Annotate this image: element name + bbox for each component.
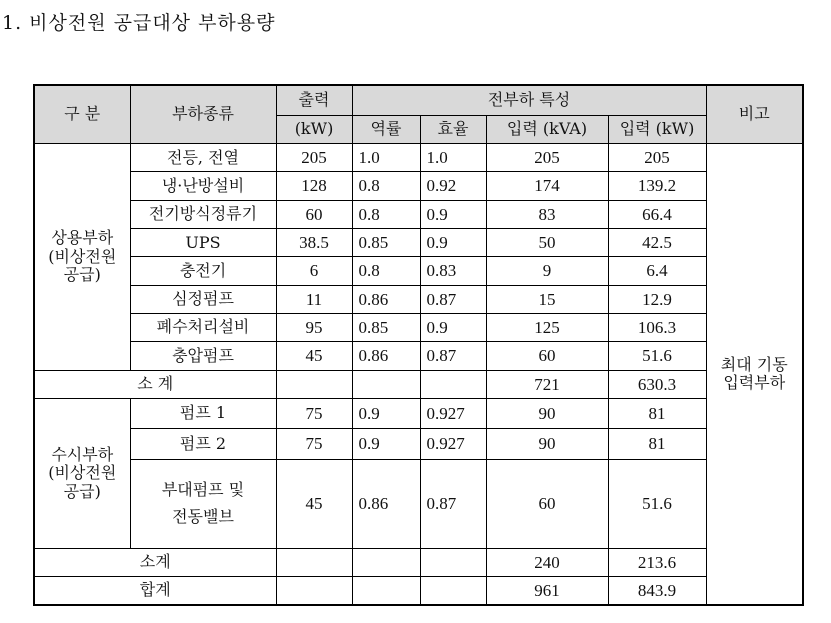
input-kva-value: 174 [486, 172, 608, 200]
load-capacity-table [33, 84, 804, 606]
remarks-cell: 최대 기동 입력부하 [706, 144, 803, 605]
power-factor-value: 0.8 [352, 257, 420, 285]
header-input-kva: 입력 (kVA) [486, 115, 608, 143]
header-output-unit: (kW) [276, 115, 352, 143]
input-kw-value: 106.3 [608, 314, 706, 342]
efficiency-value: 0.9 [420, 200, 486, 228]
power-factor-value: 0.86 [352, 459, 420, 548]
empty-cell [352, 576, 420, 605]
load-name: 충압펌프 [130, 342, 276, 370]
header-efficiency: 효율 [420, 115, 486, 143]
load-name: 펌프 1 [130, 398, 276, 428]
input-kva-value: 90 [486, 398, 608, 428]
load-name: 냉·난방설비 [130, 172, 276, 200]
subtotal-kva: 240 [486, 548, 608, 576]
efficiency-value: 0.87 [420, 285, 486, 313]
empty-cell [276, 370, 352, 398]
input-kw-value: 12.9 [608, 285, 706, 313]
input-kw-value: 51.6 [608, 342, 706, 370]
power-factor-value: 1.0 [352, 144, 420, 172]
input-kw-value: 66.4 [608, 200, 706, 228]
empty-cell [420, 370, 486, 398]
output-value: 75 [276, 429, 352, 459]
empty-cell [352, 370, 420, 398]
empty-cell [352, 548, 420, 576]
output-value: 45 [276, 459, 352, 548]
load-name: 부대펌프 및 전동밸브 [130, 459, 276, 548]
input-kva-value: 205 [486, 144, 608, 172]
empty-cell [420, 548, 486, 576]
subtotal-kw: 213.6 [608, 548, 706, 576]
efficiency-value: 0.9 [420, 314, 486, 342]
header-power-factor: 역률 [352, 115, 420, 143]
header-remarks: 비고 [706, 85, 803, 144]
input-kva-value: 90 [486, 429, 608, 459]
input-kva-value: 83 [486, 200, 608, 228]
efficiency-value: 0.87 [420, 342, 486, 370]
subtotal-row [34, 548, 803, 576]
efficiency-value: 0.87 [420, 459, 486, 548]
input-kw-value: 81 [608, 429, 706, 459]
input-kw-value: 42.5 [608, 229, 706, 257]
input-kw-value: 205 [608, 144, 706, 172]
efficiency-value: 0.927 [420, 429, 486, 459]
power-factor-value: 0.9 [352, 398, 420, 428]
header-input-kw: 입력 (kW) [608, 115, 706, 143]
input-kva-value: 50 [486, 229, 608, 257]
power-factor-value: 0.86 [352, 285, 420, 313]
load-name: 폐수처리설비 [130, 314, 276, 342]
efficiency-value: 1.0 [420, 144, 486, 172]
efficiency-value: 0.927 [420, 398, 486, 428]
output-value: 45 [276, 342, 352, 370]
output-value: 6 [276, 257, 352, 285]
power-factor-value: 0.85 [352, 314, 420, 342]
power-factor-value: 0.9 [352, 429, 420, 459]
empty-cell [276, 548, 352, 576]
output-value: 128 [276, 172, 352, 200]
input-kw-value: 51.6 [608, 459, 706, 548]
input-kva-value: 9 [486, 257, 608, 285]
efficiency-value: 0.9 [420, 229, 486, 257]
header-characteristics: 전부하 특성 [352, 85, 706, 115]
total-kva: 961 [486, 576, 608, 605]
efficiency-value: 0.83 [420, 257, 486, 285]
power-factor-value: 0.8 [352, 172, 420, 200]
table-row [34, 200, 803, 228]
output-value: 60 [276, 200, 352, 228]
table-row [34, 229, 803, 257]
table-row [34, 342, 803, 370]
load-name: 전등, 전열 [130, 144, 276, 172]
header-row-1 [34, 85, 803, 115]
empty-cell [420, 576, 486, 605]
output-value: 95 [276, 314, 352, 342]
table-row [34, 285, 803, 313]
total-row [34, 576, 803, 605]
table-row [34, 172, 803, 200]
input-kw-value: 6.4 [608, 257, 706, 285]
output-value: 205 [276, 144, 352, 172]
input-kva-value: 125 [486, 314, 608, 342]
input-kw-value: 81 [608, 398, 706, 428]
load-name: UPS [130, 229, 276, 257]
efficiency-value: 0.92 [420, 172, 486, 200]
load-name: 충전기 [130, 257, 276, 285]
load-name: 심정펌프 [130, 285, 276, 313]
table-row [34, 429, 803, 459]
total-label: 합계 [34, 576, 276, 605]
header-division: 구 분 [34, 85, 130, 144]
table-row [34, 459, 803, 548]
group-label-regular: 상용부하 (비상전원 공급) [34, 144, 130, 371]
subtotal-label: 소계 [34, 548, 276, 576]
subtotal-row [34, 370, 803, 398]
power-factor-value: 0.85 [352, 229, 420, 257]
subtotal-kw: 630.3 [608, 370, 706, 398]
subtotal-kva: 721 [486, 370, 608, 398]
empty-cell [276, 576, 352, 605]
input-kw-value: 139.2 [608, 172, 706, 200]
total-kw: 843.9 [608, 576, 706, 605]
input-kva-value: 60 [486, 342, 608, 370]
load-name: 펌프 2 [130, 429, 276, 459]
header-output: 출력 [276, 85, 352, 115]
power-factor-value: 0.86 [352, 342, 420, 370]
table-row [34, 257, 803, 285]
input-kva-value: 60 [486, 459, 608, 548]
output-value: 11 [276, 285, 352, 313]
table-row [34, 398, 803, 428]
document-heading: 1. 비상전원 공급대상 부하용량 [2, 12, 276, 34]
table-row [34, 144, 803, 172]
table-row [34, 314, 803, 342]
power-factor-value: 0.8 [352, 200, 420, 228]
subtotal-label: 소 계 [34, 370, 276, 398]
load-name: 전기방식정류기 [130, 200, 276, 228]
output-value: 75 [276, 398, 352, 428]
header-load-type: 부하종류 [130, 85, 276, 144]
group-label-intermittent: 수시부하 (비상전원 공급) [34, 398, 130, 548]
output-value: 38.5 [276, 229, 352, 257]
input-kva-value: 15 [486, 285, 608, 313]
